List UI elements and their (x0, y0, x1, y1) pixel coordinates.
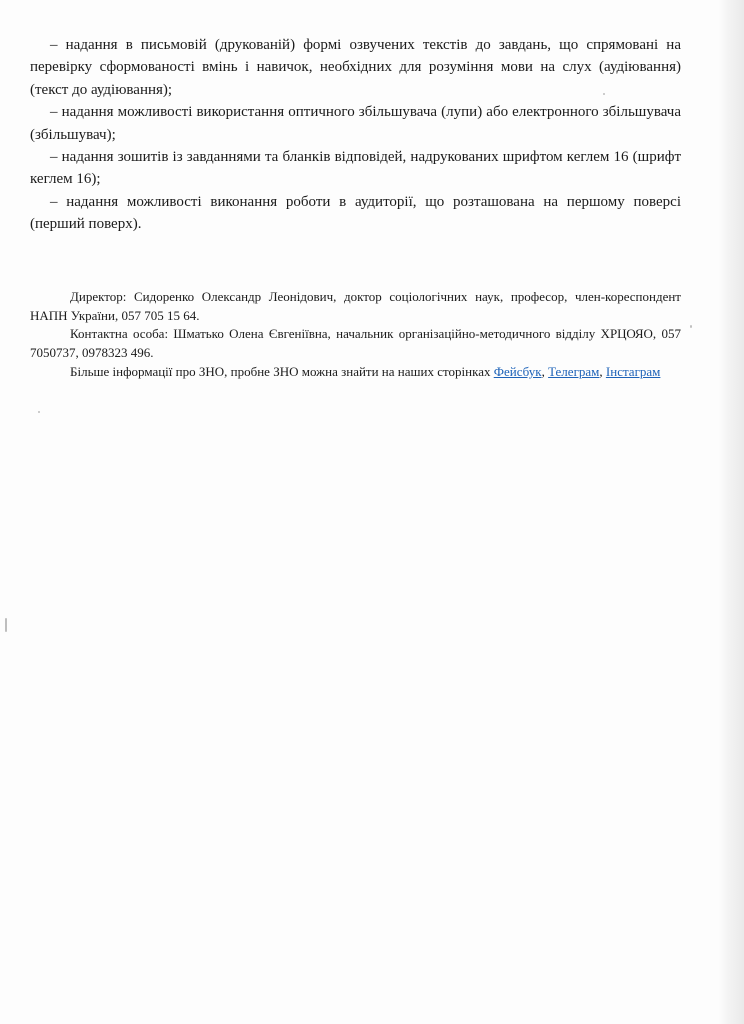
list-item-magnifier: – надання можливості використання оптичного збільшувача (лупи) або електронного збільшувача (збільшувач); (30, 104, 681, 143)
facebook-link[interactable]: Фейсбук (493, 363, 542, 379)
accommodations-list (30, 34, 681, 236)
list-item-audio-text: – надання в письмовій (друкованій) формі озвучених текстів до завдань, що спрямовані на перевірку сформованості вмінь і навичок, необхідних для розуміння мови на слух (аудіювання) (текст до аудіювання); (30, 37, 681, 98)
list-item-first-floor: – надання можливості виконання роботи в аудиторії, що розташована на першому поверсі (перший поверх). (30, 193, 681, 233)
contact-footer (30, 288, 681, 382)
scan-speck (5, 618, 7, 632)
list-item-large-font: – надання зошитів із завданнями та бланків відповідей, надрукованих шрифтом кеглем 16 (шрифт кеглем 16); (30, 149, 681, 188)
scan-speck (690, 325, 692, 328)
more-info-line (30, 363, 681, 382)
director-info: Директор: Сидоренко Олександр Леонідович, доктор соціологічних наук, професор, член-кореспондент НАПН України, 057 705 15 64. (30, 289, 681, 323)
instagram-link[interactable]: Інстаграм (605, 363, 661, 379)
scan-speck (603, 93, 605, 95)
more-info-text: Більше інформації про ЗНО, пробне ЗНО можна знайти на наших сторінках (70, 363, 494, 379)
telegram-link[interactable]: Телеграм (548, 363, 600, 379)
scan-edge-shadow (718, 0, 744, 1024)
contact-person-info: Контактна особа: Шматько Олена Євгеніївна, начальник організаційно-методичного відділу ХРЦОЯО, 057 7050737, 0978323 496. (30, 326, 681, 361)
scan-speck (38, 411, 40, 413)
link-separator: , (541, 363, 549, 379)
link-separator: , (599, 363, 606, 379)
